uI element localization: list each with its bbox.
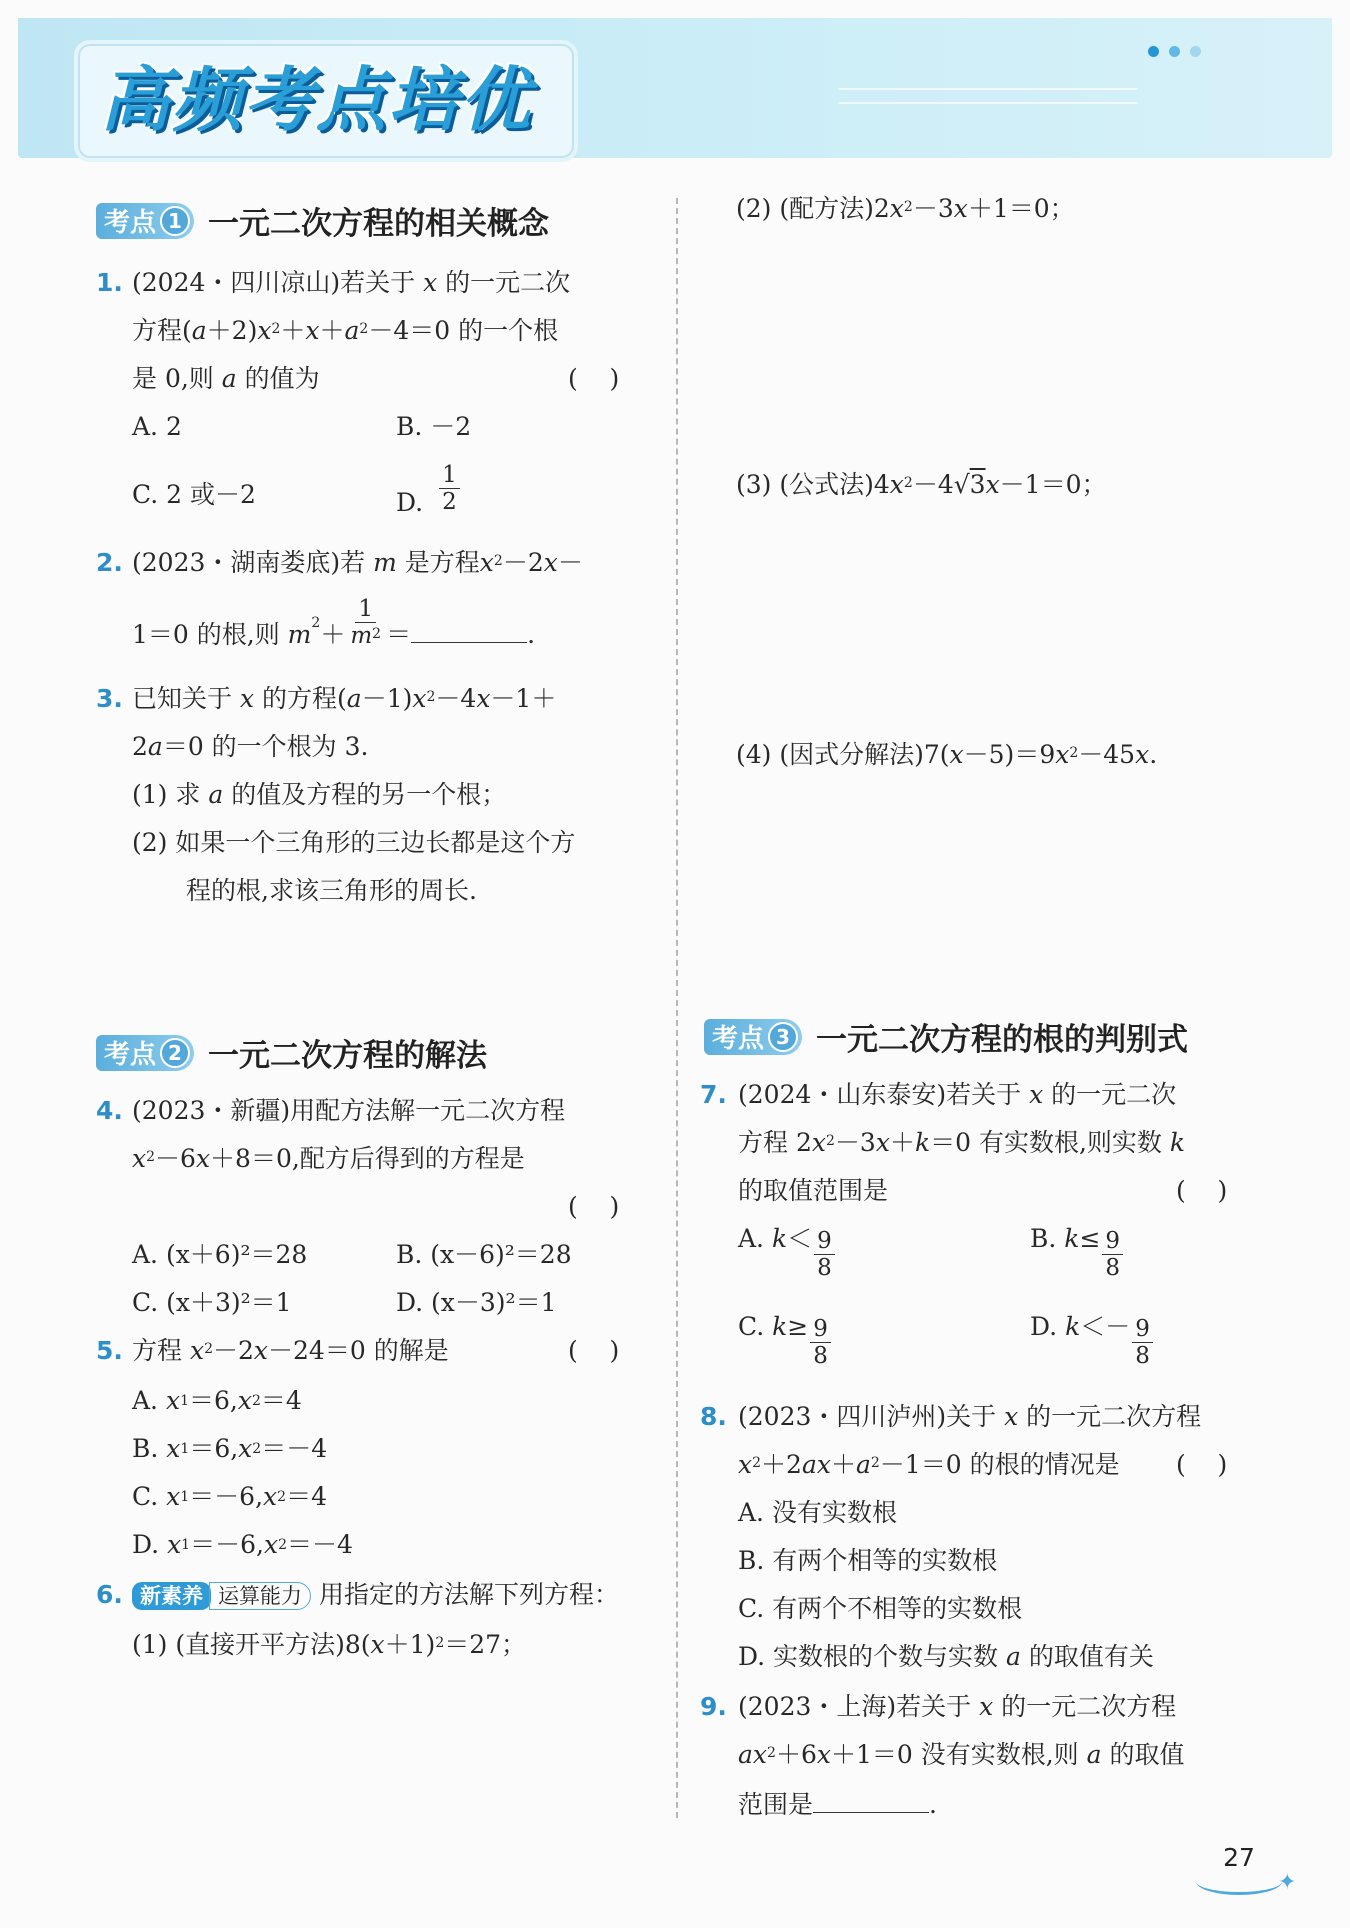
option-a: A. (x＋6)²＝28	[132, 1240, 308, 1269]
option-c: C. k≥ $\frac{9}{8}$	[738, 1316, 833, 1369]
answer-paren: ( )	[1176, 1176, 1228, 1205]
question-number: 9.	[700, 1692, 727, 1721]
question-2-line-1: (2023・湖南娄底)若 m 是方程$x^2-2x-$	[132, 548, 583, 577]
page-title: 高频考点培优	[100, 59, 532, 141]
question-number: 7.	[700, 1080, 727, 1109]
new-literacy-badge: 新素养	[132, 1582, 211, 1610]
question-number: 1.	[96, 268, 123, 297]
question-6-part-4: (4) (因式分解法)$7(x-5)=9x^2-45x$.	[736, 740, 1158, 769]
question-4-line-1: (2023・新疆)用配方法解一元二次方程	[132, 1096, 566, 1125]
question-7-line-2: 方程 $2x^2-3x+k=0$ 有实数根,则实数 k	[738, 1128, 1186, 1157]
question-6-part-3: (3) (公式法)$4x^2-4√3x-1=0$；	[736, 470, 1107, 499]
question-number: 3.	[96, 684, 123, 713]
option-a: A. 没有实数根	[738, 1498, 897, 1527]
option-a: A. k＜ $\frac{9}{8}$	[738, 1228, 837, 1281]
question-1-line-3: 是 0,则 a 的值为	[132, 364, 320, 393]
topic-tag	[704, 1019, 802, 1055]
question-8-line-1: (2023・四川泸州)关于 x 的一元二次方程	[738, 1402, 1202, 1431]
skill-badge: 运算能力	[209, 1582, 311, 1610]
question-number: 4.	[96, 1096, 123, 1125]
topic-number: 2	[160, 1038, 190, 1068]
header-decoration	[838, 88, 1138, 128]
option-c: C. (x＋3)²＝1	[132, 1288, 292, 1317]
question-9-line-1: (2023・上海)若关于 x 的一元二次方程	[738, 1692, 1177, 1721]
question-8-line-2: $x^2+2ax+a^2-1=0$ 的根的情况是	[738, 1450, 1120, 1479]
question-7-line-1: (2024・山东泰安)若关于 x 的一元二次	[738, 1080, 1177, 1109]
topic-heading-1	[96, 198, 549, 243]
option-a: A. 2	[132, 412, 182, 441]
topic-heading-2	[96, 1030, 487, 1075]
option-d: D. x1＝－6,x2＝－4	[132, 1530, 353, 1559]
question-3-part-2: (2) 如果一个三角形的三边长都是这个方	[132, 828, 576, 857]
question-6-part-2: (2) (配方法)$2x^2-3x+1=0$；	[736, 194, 1075, 223]
option-c: C. 有两个不相等的实数根	[738, 1594, 1023, 1623]
question-number: 8.	[700, 1402, 727, 1431]
option-b: B. －2	[396, 412, 472, 441]
option-b: B. k≤ $\frac{9}{8}$	[1030, 1228, 1125, 1281]
sparkle-icon: ✦	[1278, 1870, 1297, 1895]
page-number: 27	[1223, 1843, 1255, 1872]
topic-label: 考点	[104, 1040, 157, 1070]
option-d: D. $\frac{1}{2}$	[396, 462, 462, 515]
option-b: B. x1＝6,x2＝－4	[132, 1434, 328, 1463]
question-3-line-1: 已知关于 x 的方程$(a-1)x^2-4x-1+$	[132, 684, 557, 713]
question-5-line-1: 方程 $x^2-2x-24=0$ 的解是	[132, 1336, 449, 1365]
column-divider	[676, 198, 678, 1818]
page-number-badge	[1196, 1838, 1306, 1894]
topic-title: 一元二次方程的解法	[208, 1038, 488, 1074]
option-b: B. 有两个相等的实数根	[738, 1546, 998, 1575]
question-1-line-2: 方程$(a+2)x^2+x+a^2-4=0$ 的一个根	[132, 316, 559, 345]
question-9-line-2: $ax^2+6x+1=0$ 没有实数根,则 a 的取值	[738, 1740, 1185, 1769]
question-number: 5.	[96, 1336, 123, 1365]
question-number: 2.	[96, 548, 123, 577]
topic-number: 3	[768, 1022, 798, 1052]
topic-label: 考点	[104, 208, 157, 238]
question-4-line-2: $x^2-6x+8=0$,配方后得到的方程是	[132, 1144, 525, 1173]
topic-label: 考点	[712, 1024, 765, 1054]
question-3-line-2: 2a＝0 的一个根为 3.	[132, 732, 369, 761]
option-a: A. x1＝6,x2＝4	[132, 1386, 302, 1415]
header-dots-icon	[1148, 46, 1201, 57]
topic-heading-3	[704, 1014, 1188, 1059]
question-1-line-1: (2024・四川凉山)若关于 x 的一元二次	[132, 268, 571, 297]
question-6-line-1: 新素养 运算能力 用指定的方法解下列方程：	[132, 1578, 619, 1612]
question-6-part-1: (1) (直接开平方法)$8(x+1)^2=27$；	[132, 1630, 527, 1659]
option-d: D. 实数根的个数与实数 a 的取值有关	[738, 1642, 1154, 1671]
option-c: C. 2 或－2	[132, 480, 256, 509]
question-9-line-3: 范围是 .	[738, 1786, 937, 1822]
answer-paren: ( )	[1176, 1450, 1228, 1479]
question-3-part-1: (1) 求 a 的值及方程的另一个根；	[132, 780, 507, 809]
topic-tag	[96, 203, 194, 239]
option-c: C. x1＝－6,x2＝4	[132, 1482, 327, 1511]
question-number: 6.	[96, 1580, 123, 1609]
answer-paren: ( )	[568, 364, 620, 393]
answer-paren: ( )	[568, 1336, 620, 1365]
page-arc-decoration	[1196, 1868, 1282, 1895]
answer-paren: ( )	[568, 1192, 620, 1221]
topic-title: 一元二次方程的相关概念	[208, 206, 550, 242]
option-d: D. (x－3)²＝1	[396, 1288, 557, 1317]
question-2-line-2: 1＝0 的根,则 $m^2+$ $\frac{1}{m^2}$ ＝ .	[132, 596, 536, 649]
topic-number: 1	[160, 206, 190, 236]
option-d: D. k＜－ $\frac{9}{8}$	[1030, 1316, 1155, 1369]
topic-title: 一元二次方程的根的判别式	[816, 1022, 1189, 1058]
question-3-part-2-cont: 程的根,求该三角形的周长.	[186, 876, 477, 905]
topic-tag	[96, 1035, 194, 1071]
option-b: B. (x－6)²＝28	[396, 1240, 572, 1269]
question-7-line-3: 的取值范围是	[738, 1176, 889, 1205]
